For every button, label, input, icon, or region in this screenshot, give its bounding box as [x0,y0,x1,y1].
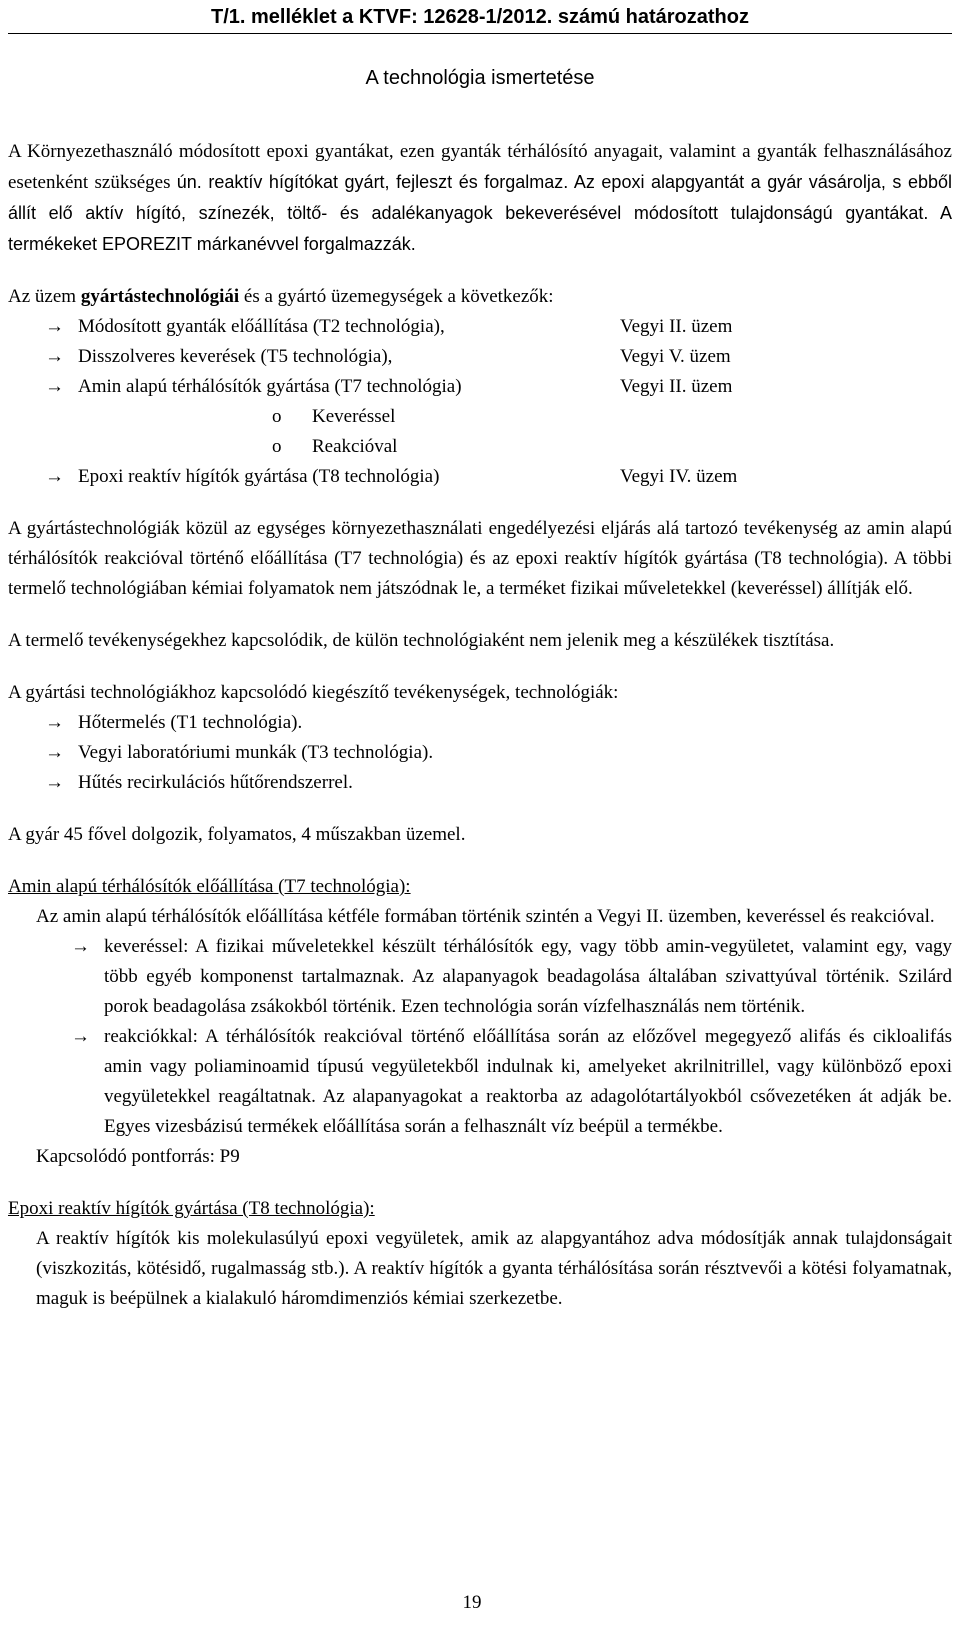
staff-paragraph: A gyár 45 fővel dolgozik, folyamatos, 4 műszakban üzemel. [8,824,466,845]
tech-intro-after: és a gyártó üzemegységek a következők: [239,286,554,307]
aux-item [8,738,952,768]
t7-method-mixing [8,402,952,432]
aux-item [8,708,952,738]
technology-plant: Vegyi II. üzem [620,316,733,337]
technology-label: Módosított gyanták előállítása (T2 technológia), [78,316,445,337]
arrow-icon: → [71,1026,90,1047]
tech-intro-before: Az üzem [8,286,81,307]
intro-paragraph [8,137,952,260]
arrow-icon: → [45,316,64,337]
circle-bullet-icon: o [272,436,282,457]
arrow-icon: → [45,346,64,367]
aux-item-label: Hűtés recirkulációs hűtőrendszerrel. [78,772,353,793]
t7-section-heading: Amin alapú térhálósítók előállítása (T7 technológia): [8,876,411,897]
aux-item [8,768,952,798]
aux-intro-paragraph: A gyártási technológiákhoz kapcsolódó kiegészítő tevékenységek, technológiák: [8,682,619,703]
t7-bullet-reaction [8,1022,952,1142]
technology-label: Epoxi reaktív hígítók gyártása (T8 technológia) [78,466,440,487]
intro-text-part1: A Környezethasználó módosított epoxi gyantákat, ezen gyanták térhálósító anyagait, valamint a gyanták felhasználásához esetenként szükséges [8,141,952,193]
t8-section-text: A reaktív hígítók kis molekulasúlyú epoxi vegyületek, amik az alapgyantához adva módosítják annak tulajdonságait (viszkozitás, kötésidő, rugalmasság stb.). A reaktív hígítók a gyanta térhálósítása során résztvevői a kötési folyamatnak, maguk is beépülnek a kialakuló háromdimenziós kémiai szerkezetbe. [36,1228,952,1309]
t7-bullet-text: reakciókkal: A térhálósítók reakcióval történő előállítása során az előzővel megegyező alifás és cikloalifás amin vagy poliaminoamid típusú vegyületekből indulnak ki, amelyeket akrilnitrillel, vagy különböző epoxi vegyületekkel reagáltatnak. Az alapanyagokat a reaktorba az adagolótartályokból csővezetéken át adják be. Egyes vizesbázisú termékek előállítása során a felhasznált víz beépül a termékbe. [104,1026,952,1137]
t7-section-intro: Az amin alapú térhálósítók előállítása kétféle formában történik szintén a Vegyi II. üzemben, keveréssel és reakcióval. [36,906,935,927]
circle-bullet-icon: o [272,406,282,427]
t8-section-heading: Epoxi reaktív hígítók gyártása (T8 technológia): [8,1198,375,1219]
arrow-icon: → [71,936,90,957]
t7-method-reaction [8,432,952,462]
technology-label: Disszolveres keverések (T5 technológia), [78,346,393,367]
arrow-icon: → [45,772,64,793]
intro-text-part2: ún. reaktív hígítókat gyárt, fejleszt és forgalmaz. Az epoxi alapgyantát a gyár vásárolja, s ebből állít elő aktív hígító, színezék, töltő- és adalékanyagok bekeverésével módosított tulajdonságú gyantákat. A termékeket EPOREZIT márkanévvel forgalmazzák. [8,172,952,254]
arrow-icon: → [45,376,64,397]
document-title: A technológia ismertetése [365,67,595,89]
technology-label: Amin alapú térhálósítók gyártása (T7 technológia) [78,376,462,397]
point-source: Kapcsolódó pontforrás: P9 [36,1146,240,1167]
t7-bullet-mixing [8,932,952,1022]
method-label: Keveréssel [312,406,396,427]
document-page [8,0,952,1314]
technology-row-t5 [8,342,952,372]
method-label: Reakcióval [312,436,398,457]
aux-item-label: Vegyi laboratóriumi munkák (T3 technológia). [78,742,434,763]
page-header: T/1. melléklet a KTVF: 12628-1/2012. számú határozathoz [8,0,952,34]
cleaning-paragraph: A termelő tevékenységekhez kapcsolódik, de külön technológiaként nem jelenik meg a készülékek tisztítása. [8,630,835,651]
technology-row-t2 [8,312,952,342]
arrow-icon: → [45,712,64,733]
technology-plant: Vegyi V. üzem [620,346,731,367]
t7-bullet-text: keveréssel: A fizikai műveletekkel készült térhálósítók egy, vagy több amin-vegyületet, valamint egy, vagy több egyéb komponenst tartalmaznak. Az alapanyagok beadagolása általában szivattyúval történik. Szilárd porok beadagolása zsákokból történik. Ezen technológia során vízfelhasználás nem történik. [104,936,952,1017]
ippc-paragraph: A gyártástechnológiák közül az egységes környezethasználati engedélyezési eljárás alá tartozó tevékenység az amin alapú térhálósítók reakcióval történő előállítása (T7 technológia) és az epoxi reaktív hígítók gyártása (T8 technológia). A többi termelő technológiában kémiai folyamatok nem játszódnak le, a terméket fizikai műveletekkel (keveréssel) állítják elő. [8,518,952,599]
arrow-icon: → [45,466,64,487]
tech-intro-bold: gyártástechnológiái [80,286,240,307]
tech-intro-paragraph [8,282,952,312]
arrow-icon: → [45,742,64,763]
technology-plant: Vegyi II. üzem [620,376,733,397]
technology-row-t8 [8,462,952,492]
aux-item-label: Hőtermelés (T1 technológia). [78,712,303,733]
technology-plant: Vegyi IV. üzem [620,466,738,487]
technology-row-t7 [8,372,952,402]
page-number: 19 [462,1592,482,1613]
